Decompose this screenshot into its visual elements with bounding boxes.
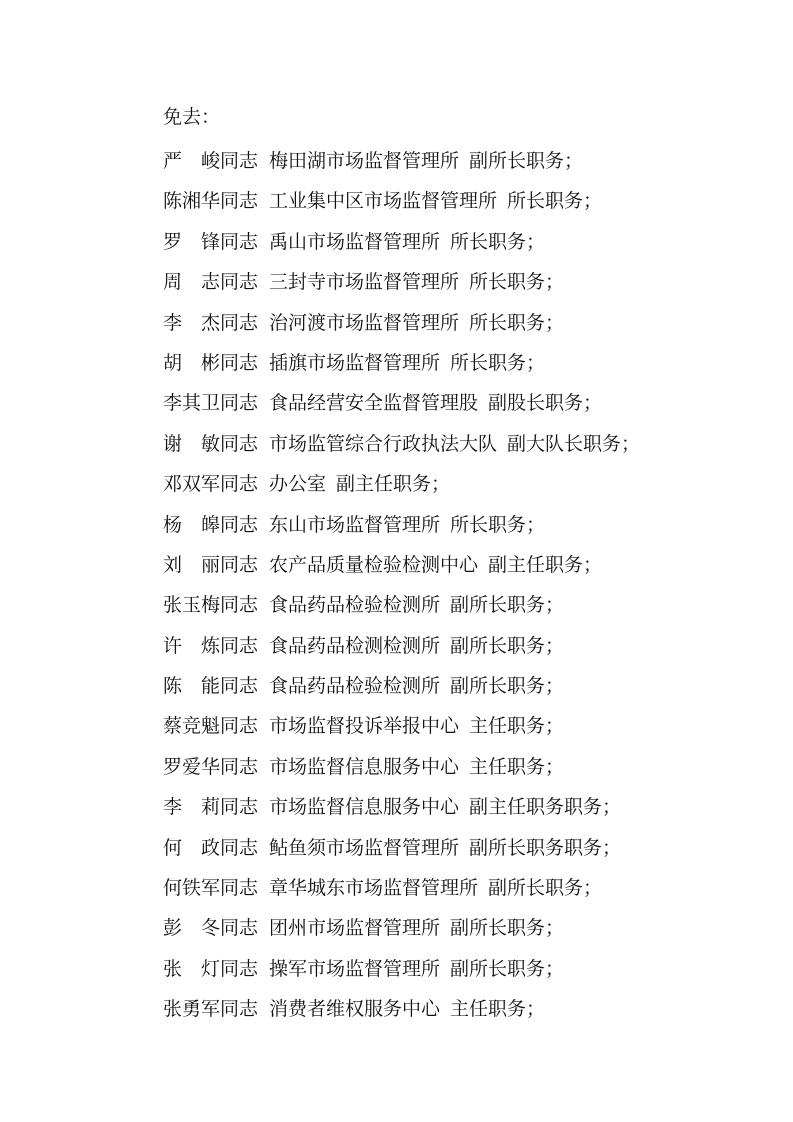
position-title: 副主任职务；	[336, 473, 451, 496]
position-title: 副所长职务；	[488, 877, 603, 900]
dismissal-list	[163, 147, 763, 1036]
list-item	[163, 793, 763, 833]
department-name: 鲇鱼须市场监督管理所	[269, 836, 460, 859]
department-name: 市场监管综合行政执法大队	[269, 432, 498, 455]
person-name: 张玉梅同志	[163, 594, 259, 617]
department-name: 市场监督信息服务中心	[269, 755, 460, 778]
list-item	[163, 753, 763, 793]
department-name: 三封寺市场监督管理所	[269, 271, 460, 294]
list-item	[163, 268, 763, 308]
department-name: 办公室	[269, 473, 327, 496]
person-name: 张 灯同志	[163, 957, 259, 980]
position-title: 副所长职务；	[450, 917, 565, 940]
position-title: 副主任职务；	[488, 553, 603, 576]
department-name: 梅田湖市场监督管理所	[269, 150, 460, 172]
person-name: 何 政同志	[163, 836, 259, 859]
position-title: 所长职务；	[507, 190, 603, 213]
person-name: 李 莉同志	[163, 796, 259, 819]
list-item	[163, 672, 763, 712]
person-name: 许 炼同志	[163, 634, 259, 657]
position-title: 副所长职务职务；	[469, 836, 622, 859]
person-name: 胡 彬同志	[163, 351, 259, 374]
list-item	[163, 187, 763, 227]
department-name: 禹山市场监督管理所	[269, 230, 441, 253]
position-title: 副所长职务；	[469, 150, 584, 172]
list-item	[163, 470, 763, 510]
department-name: 市场监督投诉举报中心	[269, 715, 460, 738]
person-name: 严 峻同志	[163, 150, 259, 172]
person-name: 彭 冬同志	[163, 917, 259, 940]
list-item	[163, 591, 763, 631]
person-name: 罗爱华同志	[163, 755, 259, 778]
department-name: 食品药品检验检测所	[269, 594, 441, 617]
position-title: 所长职务；	[450, 513, 546, 536]
position-title: 副主任职务职务；	[469, 796, 622, 819]
department-name: 东山市场监督管理所	[269, 513, 441, 536]
person-name: 陈湘华同志	[163, 190, 259, 213]
person-name: 陈 能同志	[163, 675, 259, 698]
list-item	[163, 551, 763, 591]
person-name: 李其卫同志	[163, 392, 259, 415]
list-item	[163, 874, 763, 914]
person-name: 刘 丽同志	[163, 553, 259, 576]
position-title: 主任职务；	[469, 715, 565, 738]
position-title: 副所长职务；	[450, 594, 565, 617]
department-name: 消费者维权服务中心	[269, 998, 441, 1021]
list-item	[163, 389, 763, 429]
position-title: 副所长职务；	[450, 634, 565, 657]
section-heading: 免去：	[163, 106, 221, 128]
department-name: 操军市场监督管理所	[269, 957, 441, 980]
position-title: 所长职务；	[469, 311, 565, 334]
list-item	[163, 632, 763, 672]
position-title: 所长职务；	[450, 230, 546, 253]
department-name: 工业集中区市场监督管理所	[269, 190, 498, 213]
department-name: 团州市场监督管理所	[269, 917, 441, 940]
person-name: 杨 皞同志	[163, 513, 259, 536]
department-name: 农产品质量检验检测中心	[269, 553, 479, 576]
list-item	[163, 228, 763, 268]
department-name: 食品药品检验检测所	[269, 675, 441, 698]
position-title: 副大队长职务；	[507, 432, 641, 455]
position-title: 所长职务；	[469, 271, 565, 294]
position-title: 主任职务；	[469, 755, 565, 778]
position-title: 副股长职务；	[488, 392, 603, 415]
department-name: 插旗市场监督管理所	[269, 351, 441, 374]
list-item	[163, 309, 763, 349]
position-title: 所长职务；	[450, 351, 546, 374]
list-item	[163, 955, 763, 995]
position-title: 主任职务；	[450, 998, 546, 1021]
list-item	[163, 147, 763, 187]
list-item	[163, 430, 763, 470]
department-name: 市场监督信息服务中心	[269, 796, 460, 819]
person-name: 何铁军同志	[163, 877, 259, 900]
person-name: 邓双军同志	[163, 473, 259, 496]
person-name: 张勇军同志	[163, 998, 259, 1021]
list-item	[163, 511, 763, 551]
list-item	[163, 834, 763, 874]
person-name: 李 杰同志	[163, 311, 259, 334]
list-item	[163, 914, 763, 954]
position-title: 副所长职务；	[450, 675, 565, 698]
department-name: 治河渡市场监督管理所	[269, 311, 460, 334]
position-title: 副所长职务；	[450, 957, 565, 980]
department-name: 食品药品检测检测所	[269, 634, 441, 657]
list-item	[163, 349, 763, 389]
person-name: 罗 锋同志	[163, 230, 259, 253]
list-item	[163, 995, 763, 1035]
list-item	[163, 712, 763, 752]
person-name: 蔡竞魁同志	[163, 715, 259, 738]
department-name: 章华城东市场监督管理所	[269, 877, 479, 900]
person-name: 周 志同志	[163, 271, 259, 294]
department-name: 食品经营安全监督管理股	[269, 392, 479, 415]
person-name: 谢 敏同志	[163, 432, 259, 455]
